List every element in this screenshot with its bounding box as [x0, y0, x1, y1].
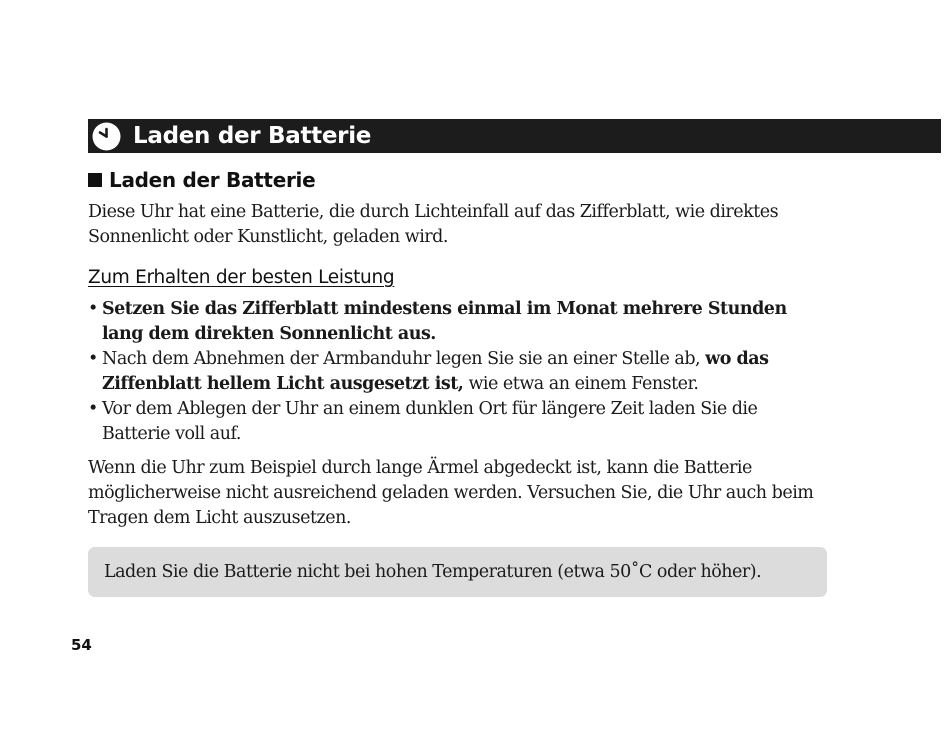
header-bar	[88, 119, 941, 153]
subsection-heading: Zum Erhalten der besten Leistung	[88, 267, 395, 288]
bullet-icon: •	[88, 399, 98, 419]
bullet-text: Vor dem Ablegen der Uhr an einem dunklen Ort für längere Zeit laden Sie die Batterie voll auf.	[102, 399, 758, 444]
tips-list	[88, 297, 828, 447]
section-heading-text: Laden der Batterie	[109, 168, 316, 192]
list-item	[88, 297, 828, 347]
square-bullet-icon	[88, 173, 102, 187]
note-text: Laden Sie die Batterie nicht bei hohen Temperaturen (etwa 50˚C oder höher).	[104, 561, 762, 582]
bullet-text: Nach dem Abnehmen der Armbanduhr legen Sie sie an einer Stelle ab,	[102, 349, 706, 369]
section-heading	[88, 168, 315, 192]
intro-paragraph: Diese Uhr hat eine Batterie, die durch Lichteinfall auf das Zifferblatt, wie direktes Sonnenlicht oder Kunstlicht, geladen wird.	[88, 202, 779, 247]
bullet-icon: •	[88, 299, 98, 319]
list-item	[88, 347, 828, 397]
bullet-bold-text: Setzen Sie das Zifferblatt mindestens einmal im Monat mehrere Stunden lang dem direkten Sonnenlicht aus.	[102, 299, 787, 344]
page-number: 54	[71, 636, 92, 654]
clock-icon	[91, 121, 122, 152]
bullet-text: wie etwa an einem Fenster.	[463, 374, 699, 394]
sleeve-paragraph: Wenn die Uhr zum Beispiel durch lange Ärmel abgedeckt ist, kann die Batterie möglicherweise nicht ausreichend geladen werden. Versuchen Sie, die Uhr auch beim Tragen dem Licht auszusetzen.	[88, 458, 814, 528]
list-item	[88, 397, 828, 447]
bullet-bold-text: wo das Ziffenblatt hellem Licht ausgesetzt ist,	[102, 349, 769, 394]
page-title: Laden der Batterie	[133, 123, 372, 149]
bullet-icon: •	[88, 349, 98, 369]
note-box	[88, 547, 827, 597]
